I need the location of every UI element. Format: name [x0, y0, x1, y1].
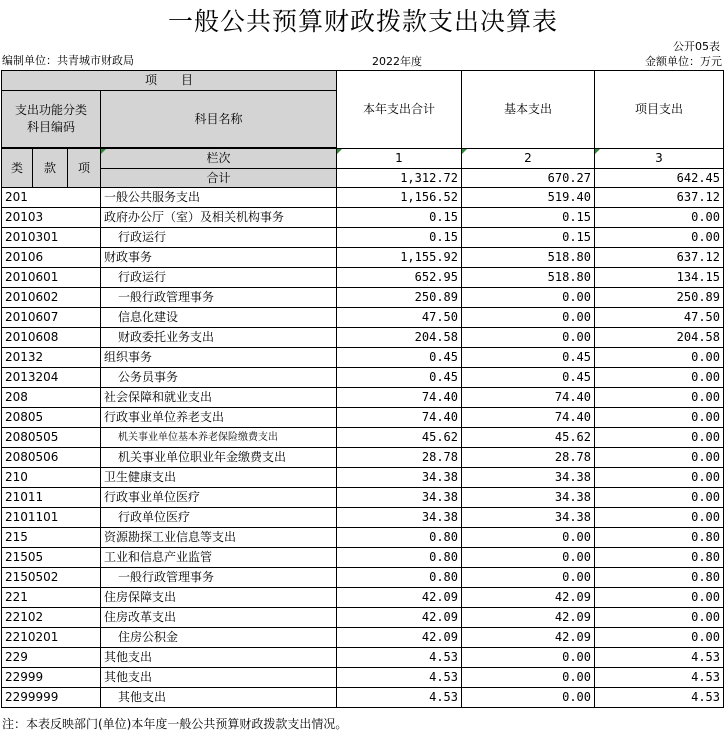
- row-project: 0.80: [595, 528, 724, 548]
- table-row: [2, 268, 724, 288]
- row-basic: 0.00: [462, 548, 595, 568]
- header-lei: 类: [2, 149, 33, 188]
- row-project: 0.00: [595, 348, 724, 368]
- row-basic: 0.00: [462, 328, 595, 348]
- report-year: 2022年度: [372, 55, 422, 68]
- row-subject-name: 行政运行: [101, 268, 337, 288]
- row-project: 0.00: [595, 208, 724, 228]
- row-basic: 34.38: [462, 488, 595, 508]
- row-basic: 0.00: [462, 568, 595, 588]
- row-code: 2210201: [2, 628, 101, 648]
- row-subject-name: 资源勘探工业信息等支出: [101, 528, 337, 548]
- row-subject-name: 财政委托业务支出: [101, 328, 337, 348]
- header-subject-name: 科目名称: [101, 91, 337, 148]
- row-project: 0.00: [595, 508, 724, 528]
- row-code: 2010607: [2, 308, 101, 328]
- row-basic: 0.00: [462, 528, 595, 548]
- row-total: 34.38: [337, 488, 462, 508]
- row-code: 2010601: [2, 268, 101, 288]
- row-total: 42.09: [337, 608, 462, 628]
- row-project: 47.50: [595, 308, 724, 328]
- row-total: 4.53: [337, 688, 462, 708]
- row-project: 134.15: [595, 268, 724, 288]
- row-total: 204.58: [337, 328, 462, 348]
- table-row: [2, 208, 724, 228]
- row-total: 0.80: [337, 528, 462, 548]
- row-project: 0.80: [595, 548, 724, 568]
- row-subject-name: 卫生健康支出: [101, 468, 337, 488]
- table-row: [2, 228, 724, 248]
- row-total: 42.09: [337, 588, 462, 608]
- row-subject-name: 信息化建设: [101, 308, 337, 328]
- row-subject-name: 一般行政管理事务: [101, 568, 337, 588]
- row-total: 0.80: [337, 548, 462, 568]
- row-subject-name: 一般行政管理事务: [101, 288, 337, 308]
- row-total: 652.95: [337, 268, 462, 288]
- table-row: [2, 408, 724, 428]
- row-total: 42.09: [337, 628, 462, 648]
- row-code: 2101101: [2, 508, 101, 528]
- row-project: 4.53: [595, 648, 724, 668]
- table-row: [2, 188, 724, 208]
- row-code: 2010608: [2, 328, 101, 348]
- row-project: 0.00: [595, 608, 724, 628]
- row-project: 637.12: [595, 248, 724, 268]
- expenditure-table: [1, 70, 724, 708]
- header-num-3: 3: [595, 149, 724, 169]
- row-project: 0.00: [595, 388, 724, 408]
- table-row: [2, 288, 724, 308]
- row-basic: 74.40: [462, 388, 595, 408]
- row-code: 2010301: [2, 228, 101, 248]
- table-row: [2, 588, 724, 608]
- table-row: [2, 668, 724, 688]
- row-project: 0.00: [595, 588, 724, 608]
- total-amount: 1,312.72: [337, 168, 462, 188]
- row-code: 2013204: [2, 368, 101, 388]
- table-row: [2, 608, 724, 628]
- row-code: 210: [2, 468, 101, 488]
- row-project: 0.00: [595, 468, 724, 488]
- row-basic: 0.00: [462, 288, 595, 308]
- row-basic: 0.00: [462, 668, 595, 688]
- row-code: 20805: [2, 408, 101, 428]
- row-subject-name: 住房保障支出: [101, 588, 337, 608]
- row-code: 21011: [2, 488, 101, 508]
- row-code: 221: [2, 588, 101, 608]
- row-code: 2080506: [2, 448, 101, 468]
- row-basic: 0.15: [462, 228, 595, 248]
- row-code: 201: [2, 188, 101, 208]
- header-item: 项 目: [2, 71, 337, 91]
- header-col-basic: 基本支出: [462, 71, 595, 149]
- table-row: [2, 468, 724, 488]
- row-subject-name: 机关事业单位职业年金缴费支出: [101, 448, 337, 468]
- header-kuan: 款: [33, 149, 68, 188]
- header-func-code: 支出功能分类 科目编码: [2, 91, 101, 148]
- row-project: 4.53: [595, 668, 724, 688]
- table-row: [2, 648, 724, 668]
- table-row: [2, 328, 724, 348]
- row-basic: 518.80: [462, 268, 595, 288]
- row-subject-name: 组织事务: [101, 348, 337, 368]
- row-total: 45.62: [337, 428, 462, 448]
- row-project: 204.58: [595, 328, 724, 348]
- row-basic: 0.00: [462, 308, 595, 328]
- table-row: [2, 348, 724, 368]
- table-row: [2, 248, 724, 268]
- row-basic: 34.38: [462, 508, 595, 528]
- table-row: [2, 568, 724, 588]
- row-code: 2010602: [2, 288, 101, 308]
- row-code: 215: [2, 528, 101, 548]
- row-basic: 0.15: [462, 208, 595, 228]
- table-row: [2, 688, 724, 708]
- row-code: 229: [2, 648, 101, 668]
- header-lanci: 栏次: [101, 149, 337, 169]
- row-subject-name: 住房公积金: [101, 628, 337, 648]
- row-subject-name: 财政事务: [101, 248, 337, 268]
- reporting-unit: 编制单位：共青城市财政局: [2, 54, 134, 67]
- total-label: 合计: [101, 168, 337, 188]
- table-row: [2, 448, 724, 468]
- table-row: [2, 428, 724, 448]
- row-subject-name: 公务员事务: [101, 368, 337, 388]
- row-project: 0.00: [595, 448, 724, 468]
- row-subject-name: 其他支出: [101, 688, 337, 708]
- row-total: 1,156.52: [337, 188, 462, 208]
- row-total: 34.38: [337, 468, 462, 488]
- table-row: [2, 388, 724, 408]
- row-subject-name: 行政事业单位养老支出: [101, 408, 337, 428]
- amount-unit: 金额单位：万元: [645, 55, 722, 68]
- table-note: 注：本表反映部门(单位)本年度一般公共预算财政拨款支出情况。: [2, 717, 348, 731]
- row-subject-name: 行政单位医疗: [101, 508, 337, 528]
- row-total: 0.15: [337, 228, 462, 248]
- header-col-total: 本年支出合计: [337, 71, 462, 149]
- row-code: 20103: [2, 208, 101, 228]
- row-subject-name: 机关事业单位基本养老保险缴费支出: [101, 428, 337, 448]
- row-basic: 0.00: [462, 648, 595, 668]
- table-row: [2, 628, 724, 648]
- row-subject-name: 工业和信息产业监管: [101, 548, 337, 568]
- row-total: 47.50: [337, 308, 462, 328]
- row-code: 20106: [2, 248, 101, 268]
- table-row: [2, 368, 724, 388]
- row-subject-name: 其他支出: [101, 668, 337, 688]
- row-project: 0.00: [595, 628, 724, 648]
- row-code: 22999: [2, 668, 101, 688]
- row-project: 4.53: [595, 688, 724, 708]
- row-code: 208: [2, 388, 101, 408]
- row-basic: 74.40: [462, 408, 595, 428]
- row-total: 4.53: [337, 668, 462, 688]
- row-subject-name: 一般公共服务支出: [101, 188, 337, 208]
- row-project: 0.00: [595, 368, 724, 388]
- row-project: 0.00: [595, 428, 724, 448]
- row-code: 2299999: [2, 688, 101, 708]
- row-basic: 0.00: [462, 688, 595, 708]
- form-code: 公开05表: [673, 40, 720, 53]
- row-basic: 42.09: [462, 628, 595, 648]
- row-subject-name: 住房改革支出: [101, 608, 337, 628]
- total-basic: 670.27: [462, 168, 595, 188]
- row-subject-name: 社会保障和就业支出: [101, 388, 337, 408]
- row-total: 0.45: [337, 348, 462, 368]
- row-basic: 45.62: [462, 428, 595, 448]
- row-project: 637.12: [595, 188, 724, 208]
- header-num-2: 2: [462, 149, 595, 169]
- row-code: 20132: [2, 348, 101, 368]
- table-row: [2, 548, 724, 568]
- header-num-1: 1: [337, 149, 462, 169]
- row-project: 0.00: [595, 408, 724, 428]
- row-total: 1,155.92: [337, 248, 462, 268]
- row-project: 0.80: [595, 568, 724, 588]
- table-row: [2, 528, 724, 548]
- row-basic: 42.09: [462, 608, 595, 628]
- row-basic: 518.80: [462, 248, 595, 268]
- row-subject-name: 行政运行: [101, 228, 337, 248]
- page-title: 一般公共预算财政拨款支出决算表: [167, 7, 558, 36]
- row-subject-name: 行政事业单位医疗: [101, 488, 337, 508]
- row-total: 34.38: [337, 508, 462, 528]
- row-project: 0.00: [595, 488, 724, 508]
- row-code: 2150502: [2, 568, 101, 588]
- row-code: 22102: [2, 608, 101, 628]
- table-row: [2, 508, 724, 528]
- row-project: 250.89: [595, 288, 724, 308]
- row-code: 2080505: [2, 428, 101, 448]
- row-basic: 519.40: [462, 188, 595, 208]
- row-total: 4.53: [337, 648, 462, 668]
- table-row: [2, 488, 724, 508]
- row-basic: 34.38: [462, 468, 595, 488]
- row-subject-name: 政府办公厅（室）及相关机构事务: [101, 208, 337, 228]
- table-row: [2, 308, 724, 328]
- total-project: 642.45: [595, 168, 724, 188]
- row-total: 0.80: [337, 568, 462, 588]
- row-basic: 28.78: [462, 448, 595, 468]
- row-code: 21505: [2, 548, 101, 568]
- row-project: 0.00: [595, 228, 724, 248]
- row-total: 250.89: [337, 288, 462, 308]
- row-total: 74.40: [337, 408, 462, 428]
- row-basic: 0.45: [462, 368, 595, 388]
- row-total: 28.78: [337, 448, 462, 468]
- row-total: 74.40: [337, 388, 462, 408]
- row-basic: 0.45: [462, 348, 595, 368]
- row-basic: 42.09: [462, 588, 595, 608]
- row-total: 0.15: [337, 208, 462, 228]
- row-total: 0.45: [337, 368, 462, 388]
- header-col-project: 项目支出: [595, 71, 724, 149]
- row-subject-name: 其他支出: [101, 648, 337, 668]
- header-xiang: 项: [68, 149, 101, 188]
